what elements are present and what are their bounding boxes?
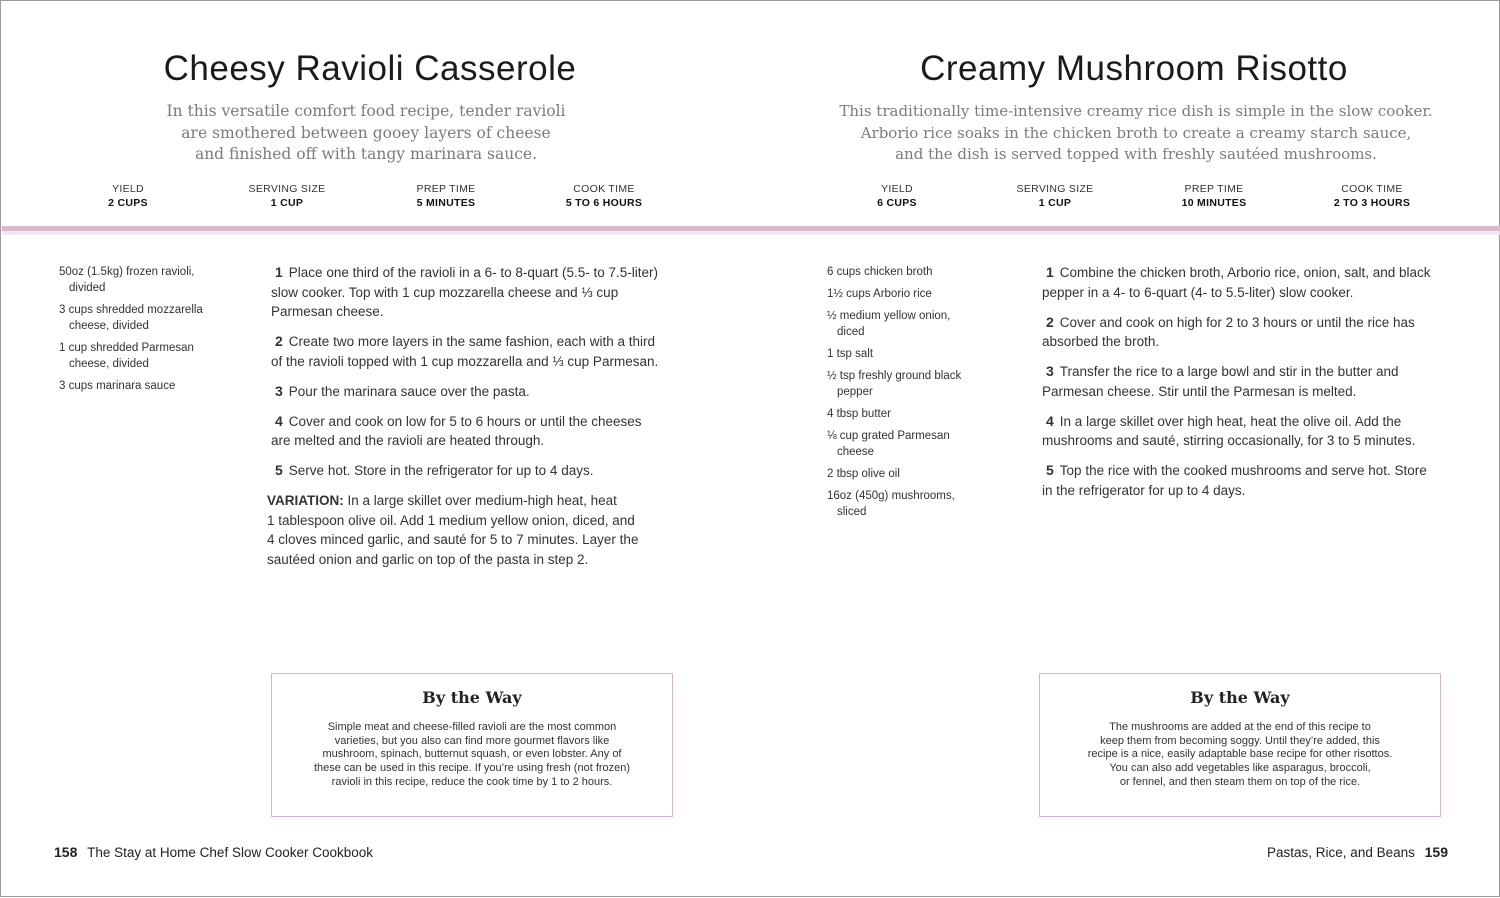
step-text: Combine the chicken broth, Arborio rice, onion, salt, and black bbox=[1059, 265, 1431, 280]
ingredient-line: ½ tsp freshly ground black bbox=[827, 370, 962, 382]
stat-value: 5 MINUTES bbox=[416, 197, 476, 209]
step-line bbox=[271, 263, 691, 283]
step-line bbox=[1042, 313, 1472, 333]
step-text: In a large skillet over high heat, heat the olive oil. Add the bbox=[1059, 413, 1402, 429]
ingredient-line: pepper bbox=[837, 386, 873, 398]
ingredient-line: ⅛ cup grated Parmesan bbox=[827, 430, 950, 442]
step-line bbox=[1042, 461, 1472, 481]
by-the-way-body bbox=[272, 721, 672, 790]
stat-prep-time bbox=[371, 183, 521, 209]
step-line bbox=[1042, 412, 1472, 432]
step-text: Place one third of the ravioli in a 6- to 8-quart (5.5- to 7.5-liter) bbox=[288, 265, 658, 280]
ingredient-item bbox=[59, 378, 249, 394]
ingredient-item bbox=[827, 406, 1017, 422]
step-text: Transfer the rice to a large bowl and stir in the butter and bbox=[1059, 364, 1399, 379]
ingredient-line: cheese, divided bbox=[69, 358, 149, 370]
step-number: 2 bbox=[1046, 313, 1054, 330]
btw-line: You can also add vegetables like asparagus, broccoli, bbox=[1109, 762, 1371, 775]
stat-value: 1 CUP bbox=[270, 197, 304, 209]
stat-serving-size bbox=[980, 183, 1130, 209]
header-divider-band bbox=[2, 226, 1500, 235]
ingredient-line: 3 cups marinara sauce bbox=[59, 380, 176, 392]
ingredient-line: 3 cups shredded mozzarella bbox=[59, 304, 203, 316]
intro-line: In this versatile comfort food recipe, tender ravioli bbox=[166, 102, 566, 120]
btw-line: these can be used in this recipe. If you’re using fresh (not frozen) bbox=[313, 762, 631, 775]
ingredient-line: 2 tbsp olive oil bbox=[827, 468, 900, 480]
ingredient-list bbox=[59, 264, 249, 400]
step-4 bbox=[271, 412, 691, 451]
step-4 bbox=[1042, 412, 1472, 451]
step-text: absorbed the broth. bbox=[1042, 334, 1160, 349]
stat-label: SERVING SIZE bbox=[248, 183, 326, 195]
ingredient-line: 50oz (1.5kg) frozen ravioli, bbox=[59, 266, 195, 278]
left-page bbox=[1, 1, 751, 898]
btw-line: varieties, but you also can find more gourmet flavors like bbox=[334, 734, 610, 747]
step-number: 2 bbox=[275, 333, 283, 349]
ingredient-item bbox=[827, 286, 1017, 302]
ingredient-line: 1 tsp salt bbox=[827, 348, 874, 360]
step-5 bbox=[271, 461, 691, 481]
btw-line: Simple meat and cheese-filled ravioli are the most common bbox=[327, 721, 617, 733]
ingredient-item bbox=[827, 368, 1017, 400]
intro-line: and the dish is served topped with freshly sautéed mushrooms. bbox=[895, 145, 1377, 163]
step-1 bbox=[271, 263, 691, 322]
step-text: Serve hot. Store in the refrigerator for up to 4 days. bbox=[288, 463, 594, 478]
book-title: The Stay at Home Chef Slow Cooker Cookbook bbox=[87, 845, 374, 860]
page-footer bbox=[54, 844, 373, 860]
ingredient-line: cheese, divided bbox=[69, 320, 149, 332]
step-3 bbox=[271, 382, 691, 402]
stat-label: YIELD bbox=[112, 183, 144, 195]
step-number: 3 bbox=[1046, 363, 1054, 379]
intro-line: Arborio rice soaks in the chicken broth to create a creamy starch sauce, bbox=[860, 123, 1412, 142]
ingredient-item bbox=[59, 302, 249, 334]
ingredient-list bbox=[827, 264, 1017, 526]
step-2 bbox=[1042, 313, 1472, 352]
step-1 bbox=[1042, 263, 1472, 302]
stat-value: 10 MINUTES bbox=[1181, 197, 1247, 209]
intro-line: are smothered between gooey layers of cheese bbox=[181, 123, 551, 142]
variation-text: 4 cloves minced garlic, and sauté for 5 to 7 minutes. Layer the bbox=[267, 532, 639, 547]
ingredient-item bbox=[59, 340, 249, 372]
variation-text: 1 tablespoon olive oil. Add 1 medium yellow onion, diced, and bbox=[267, 512, 635, 528]
ingredient-item bbox=[827, 264, 1017, 280]
stat-yield bbox=[53, 183, 203, 209]
ingredient-line: ½ medium yellow onion, bbox=[827, 310, 951, 322]
ingredient-line: 1 cup shredded Parmesan bbox=[59, 342, 194, 354]
ingredient-item bbox=[827, 308, 1017, 340]
step-text: are melted and the ravioli are heated through. bbox=[271, 433, 545, 448]
step-number: 1 bbox=[275, 264, 283, 280]
step-line bbox=[1042, 263, 1472, 283]
step-number: 5 bbox=[1046, 462, 1054, 478]
btw-line: or fennel, and then steam them on top of the rice. bbox=[1119, 775, 1361, 788]
recipe-title: Creamy Mushroom Risotto bbox=[920, 49, 1348, 88]
by-the-way-box bbox=[271, 673, 673, 817]
stat-yield bbox=[822, 183, 972, 209]
stat-value: 6 CUPS bbox=[877, 197, 917, 209]
page-number: 158 bbox=[54, 844, 78, 860]
ingredient-item bbox=[827, 466, 1017, 482]
step-line bbox=[271, 461, 691, 481]
step-text: mushrooms and sauté, stirring occasionally, for 3 to 5 minutes. bbox=[1042, 433, 1416, 448]
ingredient-line: sliced bbox=[837, 506, 867, 518]
stat-prep-time bbox=[1139, 183, 1289, 209]
recipe-title: Cheesy Ravioli Casserole bbox=[163, 49, 577, 88]
stat-value: 5 TO 6 HOURS bbox=[565, 197, 643, 209]
stat-value: 2 TO 3 HOURS bbox=[1333, 197, 1411, 209]
recipe-intro bbox=[831, 101, 1441, 166]
step-text: in the refrigerator for up to 4 days. bbox=[1042, 482, 1246, 498]
stat-value: 1 CUP bbox=[1038, 197, 1072, 209]
by-the-way-title: By the Way bbox=[1190, 688, 1290, 707]
stat-label: PREP TIME bbox=[416, 183, 476, 195]
by-the-way-box bbox=[1039, 673, 1441, 817]
ingredient-line: cheese bbox=[837, 446, 875, 458]
by-the-way-body bbox=[1040, 721, 1440, 790]
variation-line bbox=[267, 491, 691, 511]
step-number: 3 bbox=[275, 382, 283, 399]
btw-line: The mushrooms are added at the end of this recipe to bbox=[1109, 721, 1371, 733]
by-the-way-title: By the Way bbox=[422, 688, 522, 707]
step-5 bbox=[1042, 461, 1472, 500]
stat-label: PREP TIME bbox=[1184, 183, 1244, 195]
step-2 bbox=[271, 332, 691, 371]
ingredient-item bbox=[59, 264, 249, 296]
stat-label: COOK TIME bbox=[573, 183, 635, 195]
stat-label: COOK TIME bbox=[1341, 183, 1403, 195]
right-page bbox=[751, 1, 1500, 898]
step-number: 4 bbox=[275, 412, 283, 429]
btw-line: ravioli in this recipe, reduce the cook time by 1 to 2 hours. bbox=[331, 775, 613, 788]
btw-line: recipe is a nice, easily adaptable base recipe for other risottos. bbox=[1087, 748, 1393, 761]
ingredient-line: diced bbox=[837, 326, 865, 338]
ingredient-line: 16oz (450g) mushrooms, bbox=[827, 490, 955, 502]
step-text: of the ravioli topped with 1 cup mozzarella and ⅓ cup Parmesan. bbox=[271, 353, 659, 369]
step-text: Cover and cook on low for 5 to 6 hours or until the cheeses bbox=[288, 413, 642, 429]
step-text: slow cooker. Top with 1 cup mozzarella cheese and ⅓ cup bbox=[271, 284, 619, 300]
step-text: Parmesan cheese. bbox=[271, 304, 384, 319]
page-footer bbox=[1267, 844, 1448, 860]
step-list bbox=[1042, 263, 1472, 511]
recipe-intro bbox=[121, 101, 611, 166]
ingredient-item bbox=[827, 346, 1017, 362]
page-number: 159 bbox=[1424, 844, 1448, 860]
step-text: Top the rice with the cooked mushrooms and serve hot. Store bbox=[1059, 463, 1427, 478]
stat-cook-time bbox=[529, 183, 679, 209]
stat-label: SERVING SIZE bbox=[1016, 183, 1094, 195]
btw-line: keep them from becoming soggy. Until they’re added, this bbox=[1100, 734, 1380, 747]
step-number: 4 bbox=[1046, 412, 1054, 429]
chapter-title: Pastas, Rice, and Beans bbox=[1267, 845, 1415, 860]
ingredient-line: 4 tbsp butter bbox=[827, 408, 891, 420]
intro-line: This traditionally time-intensive creamy rice dish is simple in the slow cooker. bbox=[839, 102, 1433, 120]
step-text: Parmesan cheese. Stir until the Parmesan is melted. bbox=[1042, 383, 1357, 399]
ingredient-item bbox=[827, 488, 1017, 520]
btw-line: mushroom, spinach, butternut squash, or even lobster. Any of bbox=[322, 748, 622, 761]
variation-text: In a large skillet over medium-high heat, heat bbox=[343, 493, 617, 508]
stat-value: 2 CUPS bbox=[108, 197, 148, 209]
ingredient-item bbox=[827, 428, 1017, 460]
variation-text: sautéed onion and garlic on top of the pasta in step 2. bbox=[267, 551, 589, 567]
variation-label: VARIATION: bbox=[267, 493, 344, 508]
ingredient-line: 6 cups chicken broth bbox=[827, 266, 933, 278]
step-line bbox=[1042, 362, 1472, 382]
step-text: Pour the marinara sauce over the pasta. bbox=[288, 383, 530, 399]
stat-label: YIELD bbox=[881, 183, 913, 195]
step-list bbox=[267, 263, 691, 569]
step-number: 1 bbox=[1046, 264, 1054, 280]
ingredient-line: divided bbox=[69, 282, 106, 294]
step-line bbox=[271, 412, 691, 432]
step-text: Cover and cook on high for 2 to 3 hours or until the rice has bbox=[1059, 314, 1415, 330]
step-number: 5 bbox=[275, 462, 283, 478]
intro-line: and finished off with tangy marinara sauce. bbox=[194, 145, 538, 163]
step-line bbox=[271, 382, 691, 402]
stat-cook-time bbox=[1297, 183, 1447, 209]
ingredient-line: 1½ cups Arborio rice bbox=[827, 288, 932, 300]
step-text: Create two more layers in the same fashion, each with a third bbox=[288, 334, 655, 349]
step-line bbox=[271, 332, 691, 352]
step-text: pepper in a 4- to 6-quart (4- to 5.5-liter) slow cooker. bbox=[1042, 284, 1354, 300]
stat-serving-size bbox=[212, 183, 362, 209]
step-3 bbox=[1042, 362, 1472, 401]
variation-note bbox=[267, 491, 691, 569]
